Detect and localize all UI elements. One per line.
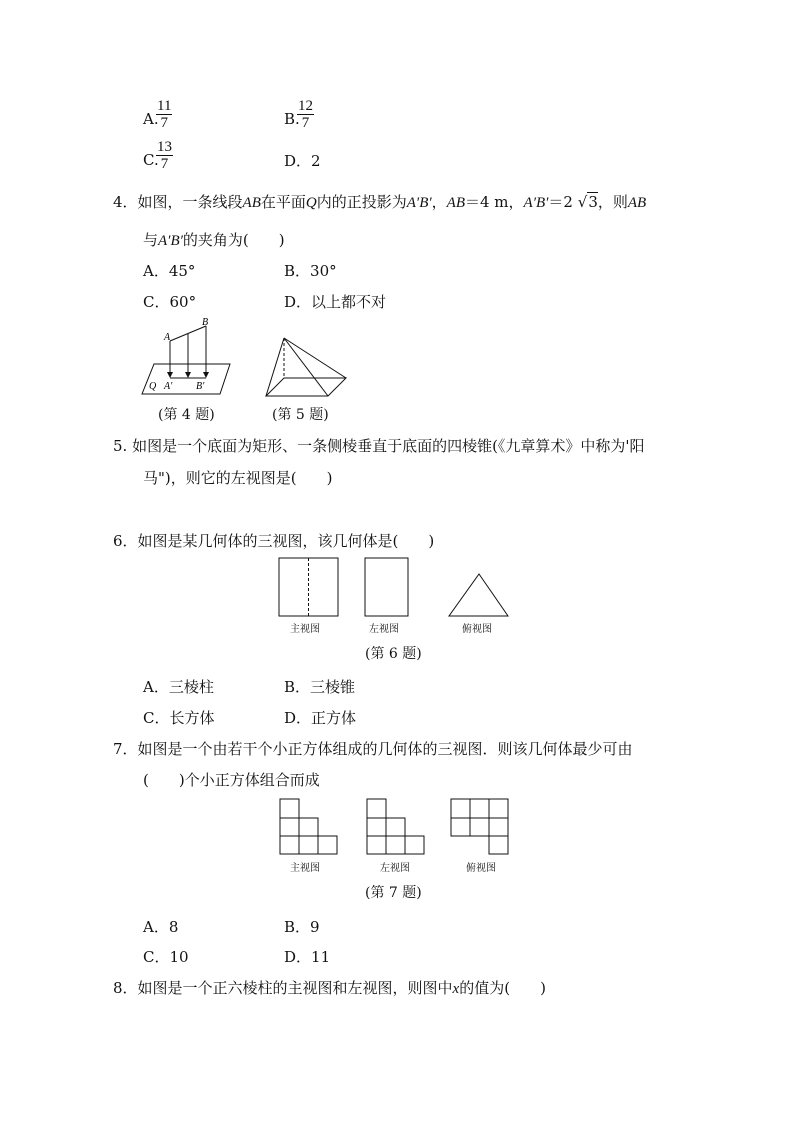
q4-arrowhead-b — [203, 372, 209, 378]
q4-stem-line2 — [143, 229, 285, 250]
q4-text-3: 内的正投影为 — [316, 193, 407, 211]
q4-text-1: 4．如图，一条线段 — [113, 193, 243, 211]
q5-edge-3 — [284, 338, 346, 378]
q6-top-view-triangle — [449, 574, 508, 616]
q3-option-c-prefix: C. — [143, 151, 159, 169]
q4-sqrt: √3 — [577, 193, 598, 211]
q4-option-c[interactable]: C．60° — [143, 293, 197, 311]
q4-label-bp: B′ — [196, 381, 205, 392]
q4-text-7: 的夹角为( ) — [182, 231, 285, 249]
q4-text-6: 与 — [143, 231, 159, 249]
q6-three-views — [278, 557, 510, 617]
q3-option-a-numerator: 11 — [157, 98, 172, 114]
q3-option-c-denominator: 7 — [160, 156, 169, 172]
q8-variable-x: x — [452, 981, 460, 997]
q6-front-view-rect — [279, 558, 338, 616]
q4-stem-line1 — [113, 191, 646, 212]
q7-option-b[interactable]: B．9 — [284, 918, 320, 936]
q7-stem-line2: ( )个小正方体组合而成 — [143, 771, 320, 789]
q7-label-top: 俯视图 — [466, 863, 496, 874]
q4-plane-q: Q — [305, 195, 317, 211]
q7-three-views — [279, 798, 511, 856]
q7-caption: (第 7 题) — [365, 885, 422, 901]
q6-option-d[interactable]: D．正方体 — [284, 709, 357, 727]
q4-arrowhead-mid — [185, 372, 191, 378]
q4-text-2: 在平面 — [260, 193, 306, 211]
q4-ab-3: AB — [627, 195, 647, 211]
q4-ab-2: AB — [446, 195, 465, 211]
q3-option-b-denominator: 7 — [301, 115, 310, 131]
q7-left-view — [367, 799, 424, 854]
q3-option-a-denominator: 7 — [160, 115, 168, 131]
q8-stem — [113, 977, 546, 998]
q6-caption: (第 6 题) — [365, 646, 422, 662]
q4-sqrt-value: 3 — [588, 193, 598, 211]
q4-ab-1: AB — [242, 195, 261, 211]
q4-label-ap: A′ — [164, 381, 173, 392]
q6-option-a[interactable]: A．三棱柱 — [143, 678, 214, 696]
q3-option-b-prefix: B. — [284, 110, 300, 128]
q3-option-a-fraction — [156, 98, 172, 131]
q4-option-b[interactable]: B．30° — [284, 262, 337, 280]
q5-base — [266, 378, 346, 396]
q6-label-left: 左视图 — [369, 624, 399, 635]
q7-option-a[interactable]: A．8 — [143, 918, 179, 936]
q4-projection-figure — [140, 316, 240, 396]
q3-option-b-numerator: 12 — [298, 98, 313, 114]
q6-label-top: 俯视图 — [462, 624, 492, 635]
q4-caption: (第 4 题) — [158, 407, 215, 423]
q3-option-c-fraction — [156, 139, 173, 172]
q7-top-view — [451, 799, 508, 854]
q8-text-2: 的值为( ) — [459, 979, 546, 997]
q4-apbp-2: A′B′ — [523, 195, 549, 211]
q8-text-1: 8．如图是一个正六棱柱的主视图和左视图，则图中 — [113, 979, 453, 997]
q3-option-d[interactable]: D．2 — [284, 152, 321, 170]
q5-caption: (第 5 题) — [272, 407, 329, 423]
q6-option-c[interactable]: C．长方体 — [143, 709, 215, 727]
q7-option-d[interactable]: D．11 — [284, 948, 331, 966]
q4-option-d[interactable]: D．以上都不对 — [284, 293, 387, 311]
q4-label-a: A — [164, 332, 171, 343]
q7-label-left: 左视图 — [380, 863, 410, 874]
q4-text-5: ，则 — [597, 193, 628, 211]
q4-eq-2: ＝2 — [548, 193, 573, 211]
q7-label-front: 主视图 — [290, 863, 320, 874]
q3-option-c-numerator: 13 — [157, 139, 172, 155]
q6-label-front: 主视图 — [290, 624, 320, 635]
q4-apbp-1: A′B′ — [406, 195, 432, 211]
q7-option-c[interactable]: C．10 — [143, 948, 189, 966]
q6-stem: 6．如图是某几何体的三视图，该几何体是( ) — [113, 532, 435, 550]
q5-stem-line1: 5. 如图是一个底面为矩形、一条侧棱垂直于底面的四棱锥(《九章算术》中称为'阳 — [113, 437, 645, 455]
q4-label-b: B — [202, 317, 209, 328]
q6-left-view-rect — [365, 558, 408, 616]
q7-front-view — [280, 799, 337, 854]
q5-edge-2 — [284, 338, 328, 396]
q4-apbp-3: A′B′ — [158, 233, 183, 249]
q4-option-a[interactable]: A．45° — [143, 262, 196, 280]
q4-label-q: Q — [149, 381, 157, 392]
q5-stem-line2: 马")，则它的左视图是( ) — [143, 469, 333, 487]
q4-eq-1: ＝4 m， — [464, 193, 524, 211]
q4-text-4: ， — [431, 193, 447, 211]
q3-option-b-fraction — [297, 98, 314, 131]
q5-pyramid-figure — [264, 336, 348, 398]
q4-arrowhead-a — [167, 372, 173, 378]
q6-option-b[interactable]: B．三棱锥 — [284, 678, 356, 696]
q3-option-a-prefix: A. — [143, 110, 159, 128]
q7-stem-line1: 7．如图是一个由若干个小正方体组成的几何体的三视图．则该几何体最少可由 — [113, 740, 633, 758]
